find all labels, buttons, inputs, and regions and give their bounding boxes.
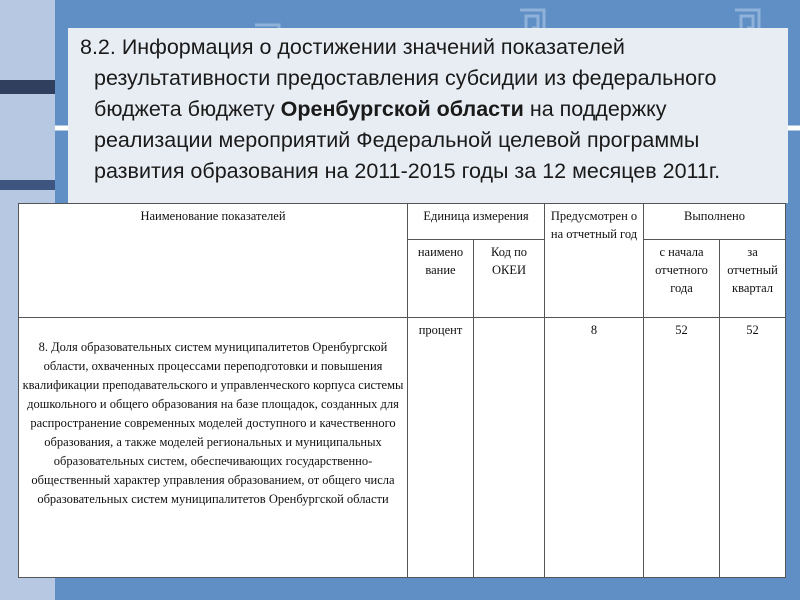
cell-okei <box>474 318 545 578</box>
title-line: результативности предоставления субсидии из федерального <box>94 66 717 90</box>
title-line: развития образования на 2011-2015 годы за 12 месяцев 2011г. <box>94 159 721 183</box>
cell-unit: процент <box>408 318 474 578</box>
header-unit-name: наимено вание <box>408 240 474 318</box>
cell-done-quarter: 52 <box>720 318 786 578</box>
header-planned: Предусмотрен о на отчетный год <box>545 204 644 318</box>
title-line: реализации мероприятий Федеральной целевой программы <box>94 128 700 152</box>
indicator-table <box>18 203 785 578</box>
cell-done-year: 52 <box>644 318 720 578</box>
header-done: Выполнено <box>644 204 786 240</box>
header-unit: Единица измерения <box>408 204 545 240</box>
region-name: Оренбургской области <box>280 97 524 121</box>
title-line <box>80 94 770 125</box>
slide-title <box>80 32 770 187</box>
header-done-year: с начала отчетного года <box>644 240 720 318</box>
left-decor-stripe <box>0 80 55 94</box>
table-row <box>19 318 786 578</box>
title-text: на поддержку <box>523 97 667 121</box>
title-panel <box>68 28 788 203</box>
indicator-description: 8. Доля образовательных систем муниципалитетов Оренбургской области, охваченных процессами переподготовки и повышения квалификации преподавательского и управленческого корпуса системы дошкольного и общего образования на базе площадок, созданных для распространение современных моделей доступного и качественного образования, а также моделей региональных и муниципальных образовательных систем, обеспечивающих государственно-общественный характер управления образованием, от общего числа образовательных систем муниципалитетов Оренбургской области <box>19 318 408 578</box>
left-decor-stripe-lower <box>0 180 55 190</box>
cell-planned: 8 <box>545 318 644 578</box>
title-text: бюджета бюджету <box>94 97 281 121</box>
header-name: Наименование показателей <box>19 204 408 318</box>
header-done-quarter: за отчетный квартал <box>720 240 786 318</box>
title-line: 8.2. Информация о достижении значений показателей <box>80 35 625 59</box>
header-unit-okei: Код по ОКЕИ <box>474 240 545 318</box>
